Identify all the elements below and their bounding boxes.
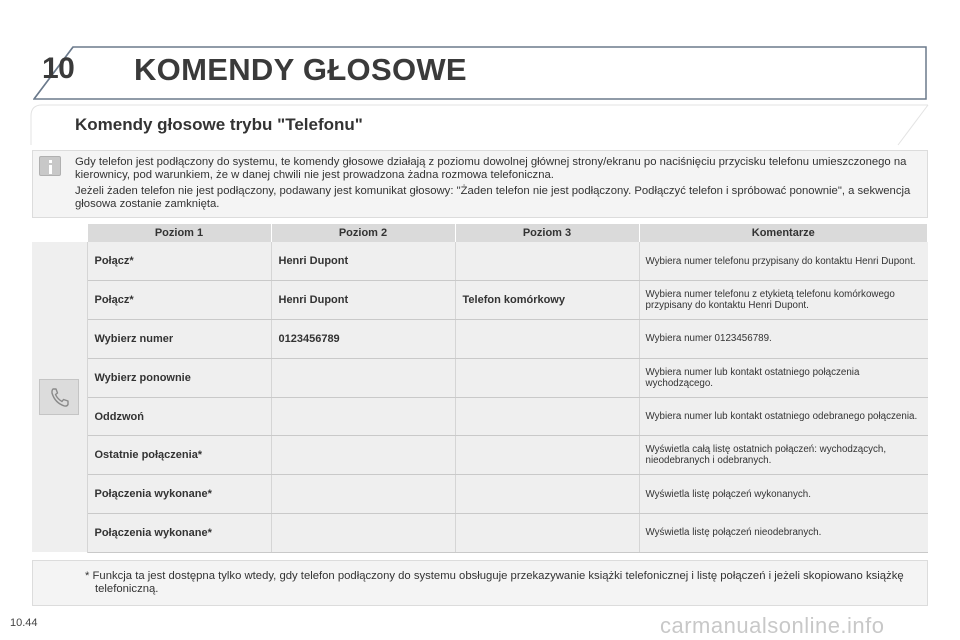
table-header-level-1: Poziom 1 (87, 224, 271, 242)
footnote-text: * Funkcja ta jest dostępna tylko wtedy, gdy telefon podłączony do systemu obsługuje przekazywanie książki telefonicznej i listę połączeń i jeżeli skopiowano książkę telefoniczną. (85, 570, 904, 595)
row-8-level-2 (271, 514, 455, 553)
voice-commands-table (32, 224, 928, 553)
row-1-level-2: Henri Dupont (271, 242, 455, 281)
chapter-title: KOMENDY GŁOSOWE (134, 52, 467, 87)
table-header-blank (32, 224, 87, 242)
table-row (32, 320, 928, 359)
table-row (32, 281, 928, 320)
row-6-level-3 (455, 436, 639, 475)
row-8-level-1: Połączenia wykonane* (87, 514, 271, 553)
section-title: Komendy głosowe trybu "Telefonu" (75, 115, 363, 134)
row-3-comment: Wybiera numer 0123456789. (639, 320, 928, 359)
row-5-level-1: Oddzwoń (87, 397, 271, 436)
row-1-level-3 (455, 242, 639, 281)
phone-icon-cell (32, 242, 87, 552)
row-4-level-2 (271, 358, 455, 397)
table-row (32, 242, 928, 281)
info-paragraph-2: Jeżeli żaden telefon nie jest podłączony, podawany jest komunikat głosowy: "Żaden telefon nie jest podłączony. Podłączyć telefon i spróbować ponownie", a sekwencja głosowa zostanie zamknięta. (75, 185, 911, 210)
row-8-level-3 (455, 514, 639, 553)
row-7-comment: Wyświetla listę połączeń wykonanych. (639, 475, 928, 514)
table-header-row (32, 224, 928, 242)
row-7-level-3 (455, 475, 639, 514)
page-number: 10.44 (10, 617, 38, 629)
info-icon (39, 156, 61, 176)
row-1-comment: Wybiera numer telefonu przypisany do kontaktu Henri Dupont. (639, 242, 928, 281)
row-7-level-2 (271, 475, 455, 514)
row-2-level-1: Połącz* (87, 281, 271, 320)
row-6-level-1: Ostatnie połączenia* (87, 436, 271, 475)
info-text (75, 156, 920, 210)
table-row (32, 514, 928, 553)
row-3-level-2: 0123456789 (271, 320, 455, 359)
row-4-level-1: Wybierz ponownie (87, 358, 271, 397)
row-5-level-3 (455, 397, 639, 436)
row-2-level-2: Henri Dupont (271, 281, 455, 320)
row-3-level-3 (455, 320, 639, 359)
row-7-level-1: Połączenia wykonane* (87, 475, 271, 514)
info-paragraph-1: Gdy telefon jest podłączony do systemu, te komendy głosowe działają z poziomu dowolnej głównej strony/ekranu po naciśnięciu przycisku telefonu umieszczonego na kierownicy, pod warunkiem, że w danej chwili nie jest prowadzona żadna rozmowa telefoniczna. (75, 156, 907, 181)
row-8-comment: Wyświetla listę połączeń nieodebranych. (639, 514, 928, 553)
table-row (32, 436, 928, 475)
row-6-comment: Wyświetla całą listę ostatnich połączeń: wychodzących, nieodebranych i odebranych. (639, 436, 928, 475)
table-row (32, 397, 928, 436)
row-2-comment: Wybiera numer telefonu z etykietą telefonu komórkowego przypisany do kontaktu Henri Dupont. (639, 281, 928, 320)
row-4-level-3 (455, 358, 639, 397)
row-4-comment: Wybiera numer lub kontakt ostatniego połączenia wychodzącego. (639, 358, 928, 397)
table-row (32, 358, 928, 397)
table-row (32, 475, 928, 514)
row-5-level-2 (271, 397, 455, 436)
row-1-level-1: Połącz* (87, 242, 271, 281)
watermark-text: carmanualsonline.info (660, 613, 885, 638)
table-header-level-2: Poziom 2 (271, 224, 455, 242)
row-6-level-2 (271, 436, 455, 475)
row-2-level-3: Telefon komórkowy (455, 281, 639, 320)
table-header-comments: Komentarze (639, 224, 928, 242)
chapter-number: 10 (42, 52, 75, 85)
phone-icon (39, 379, 79, 415)
row-3-level-1: Wybierz numer (87, 320, 271, 359)
row-5-comment: Wybiera numer lub kontakt ostatniego odebranego połączenia. (639, 397, 928, 436)
table-header-level-3: Poziom 3 (455, 224, 639, 242)
